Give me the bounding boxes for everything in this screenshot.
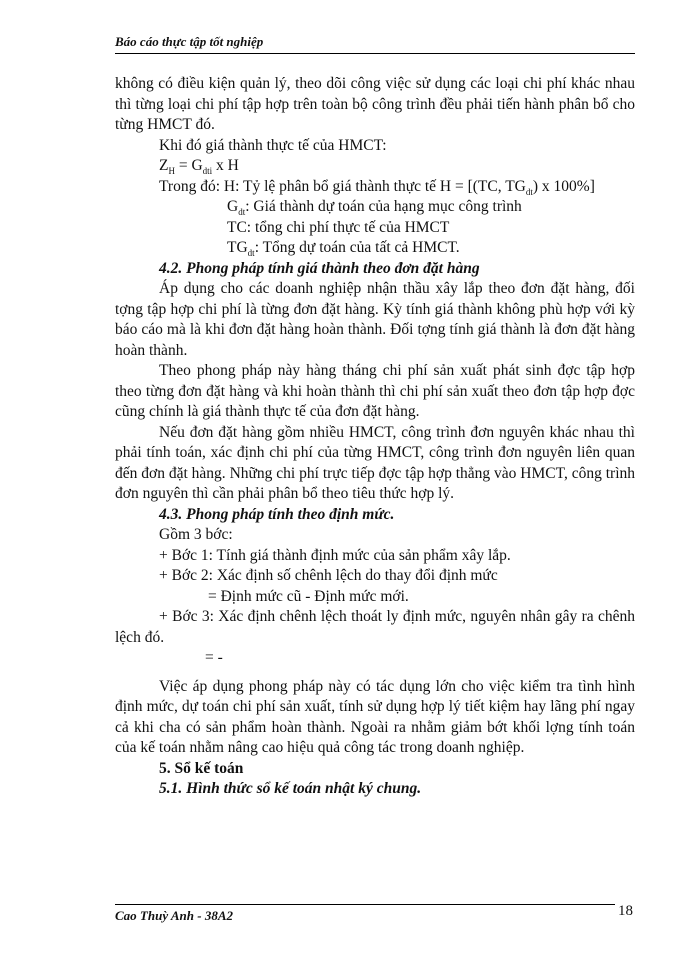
footer-author: Cao Thuỳ Anh - 38A2 bbox=[115, 908, 233, 923]
formula-tc: TC: tổng chi phí thực tế của HMCT bbox=[227, 218, 450, 236]
formula-z: $Z_H = G_{dti}$ x H bbox=[159, 157, 239, 177]
steps-intro: Gồm 3 bớc: bbox=[159, 526, 233, 543]
formula-tgdt: $TG_{dt}$: Tổng dự toán của tất cả HMCT. bbox=[227, 239, 460, 259]
heading-4-3: 4.3. Phong pháp tính theo định mức. bbox=[159, 505, 395, 523]
paragraph-4: Theo phong pháp này hàng tháng chi phí sản xuất phát sinh đợc tập hợp theo từng đơn đặt hàng và khi hoàn thành thì chi phí sản xuất theo đơn tập hợp đợc cũng chính là giá thành thực tế của đơn đặt hàng. bbox=[115, 362, 635, 420]
page-header: Báo cáo thực tập tốt nghiệp bbox=[115, 34, 635, 54]
step-2: + Bớc 2: Xác định số chênh lệch do thay đổi định mức bbox=[159, 567, 498, 584]
paragraph-6: Việc áp dụng phong pháp này có tác dụng lớn cho việc kiểm tra tình hình định mức, dự toán chi phí sản xuất, tính sử dụng hợp lý tiết kiệm hay lãng phí ngay cả khi cha có sản phẩm hoàn thành. Ngoài ra nhằm giảm bớt khối lợng tính toán của kế toán nhằm nâng cao hiệu quả công tác trong doanh nghiệp. bbox=[115, 677, 635, 756]
document-body bbox=[115, 74, 635, 800]
paragraph-5: Nếu đơn đặt hàng gồm nhiều HMCT, công trình đơn nguyên khác nhau thì phải tính toán, xác định chi phí của từng HMCT, công trình đơn nguyên liên quan đến đơn đặt hàng. Những chi phí trực tiếp đợc tập hợp thẳng vào HMCT, công trình đơn nguyên thì cần phải phân bổ theo tiêu thức hợp lý. bbox=[115, 423, 635, 502]
heading-5-1: 5.1. Hình thức sổ kế toán nhật ký chung. bbox=[159, 780, 422, 797]
paragraph-1: không có điều kiện quản lý, theo dõi công việc sử dụng các loại chi phí khác nhau thì từng loại chi phí tập hợp trên toàn bộ công trình đều phải tiến hành phân bổ cho từng HMCT đó. bbox=[115, 75, 635, 133]
formula-h: Trong đó: H: Tỷ lệ phân bổ giá thành thực tế H = [(TC, $TG_{dt}$) x 100%] bbox=[159, 177, 595, 197]
page-number: 18 bbox=[618, 903, 633, 919]
heading-5: 5. Sổ kế toán bbox=[159, 759, 244, 777]
footer-divider bbox=[115, 904, 615, 905]
paragraph-2: Khi đó giá thành thực tế của HMCT: bbox=[159, 136, 387, 154]
heading-4-2: 4.2. Phong pháp tính giá thành theo đơn đặt hàng bbox=[159, 259, 480, 277]
step-3: + Bớc 3: Xác định chênh lệch thoát ly định mức, nguyên nhân gây ra chênh lệch đó. bbox=[115, 608, 635, 646]
step-1: + Bớc 1: Tính giá thành định mức của sản phẩm xây lắp. bbox=[159, 546, 511, 564]
step-2-formula: = Định mức cũ - Định mức mới. bbox=[208, 587, 409, 605]
step-3-formula: = - bbox=[205, 649, 223, 666]
formula-gdt: $G_{dt}$: Giá thành dự toán của hạng mục công trình bbox=[227, 198, 522, 218]
paragraph-3: Áp dụng cho các doanh nghiệp nhận thầu xây lắp theo đơn đặt hàng, đối tợng tập hợp chi phí là từng đơn đặt hàng. Kỳ tính giá thành không phù hợp với kỳ báo cáo mà là khi đơn đặt hàng hoàn thành. Đối tợng tính giá thành là đơn đặt hàng hoàn thành. bbox=[115, 280, 635, 359]
